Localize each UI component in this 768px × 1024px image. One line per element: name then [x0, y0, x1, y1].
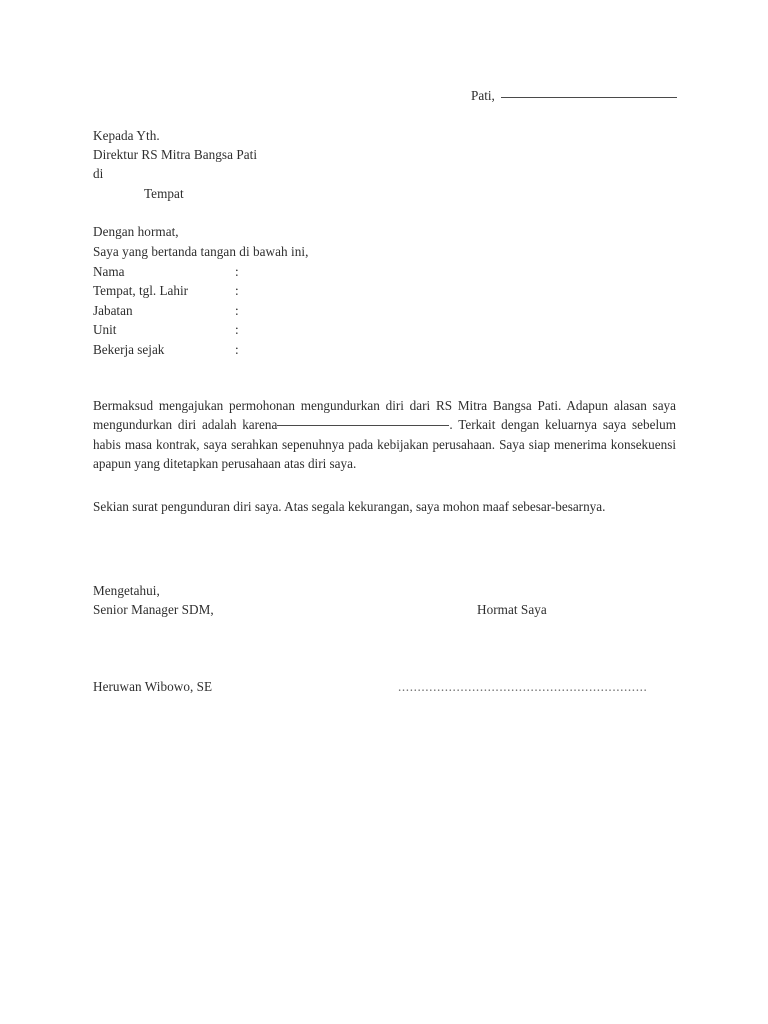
field-label-tempat-tgl-lahir: Tempat, tgl. Lahir	[93, 283, 189, 299]
addressee-recipient: Direktur RS Mitra Bangsa Pati	[93, 147, 258, 162]
dateline-city: Pati,	[471, 88, 495, 103]
field-colon: :	[235, 264, 239, 279]
reason-blank-field[interactable]	[277, 425, 449, 426]
field-label-unit: Unit	[93, 322, 117, 338]
signature-left-mengetahui: Mengetahui,	[93, 583, 160, 598]
field-colon: :	[235, 322, 239, 338]
greeting-line: Dengan hormat,	[93, 224, 179, 239]
undersigned-line: Saya yang bertanda tangan di bawah ini,	[93, 244, 309, 259]
field-row	[93, 340, 423, 359]
signature-left-title: Senior Manager SDM,	[93, 602, 214, 617]
field-colon: :	[235, 283, 239, 299]
field-label-nama: Nama	[93, 264, 125, 279]
field-row	[93, 281, 423, 300]
identity-fields	[93, 262, 423, 359]
signature-right-heading: Hormat Saya	[477, 602, 547, 617]
signature-right-dotted-line[interactable]: ................................................................	[398, 679, 648, 694]
addressee-salutation: Kepada Yth.	[93, 128, 160, 143]
signature-left-name: Heruwan Wibowo, SE	[93, 679, 213, 694]
body-paragraph-closing: Sekian surat pengunduran diri saya. Atas segala kekurangan, saya mohon maaf sebesar-besarnya.	[93, 499, 606, 514]
field-label-bekerja-sejak: Bekerja sejak	[93, 341, 165, 357]
field-colon: :	[235, 302, 239, 318]
addressee-place: Tempat	[144, 186, 184, 201]
dateline	[471, 86, 677, 105]
addressee-di: di	[93, 166, 104, 181]
field-label-jabatan: Jabatan	[93, 302, 133, 318]
field-row	[93, 320, 423, 339]
dateline-date-blank[interactable]	[501, 97, 677, 98]
field-row	[93, 301, 423, 320]
field-row	[93, 262, 423, 281]
body-text-part1: Bermaksud mengajukan permohonan mengundurkan diri dari RS Mitra Bangsa Pati. Adapun alasan saya mengundurkan diri adalah karena	[93, 398, 676, 433]
body-paragraph-main	[93, 396, 676, 473]
body-text-part2: . Terkait dengan keluarnya saya sebelum habis masa kontrak, saya serahkan sepenuhnya pada kebijakan perusahaan. Saya siap menerima konsekuensi apapun yang ditetapkan perusahaan atas diri saya.	[93, 417, 676, 471]
field-colon: :	[235, 341, 239, 357]
